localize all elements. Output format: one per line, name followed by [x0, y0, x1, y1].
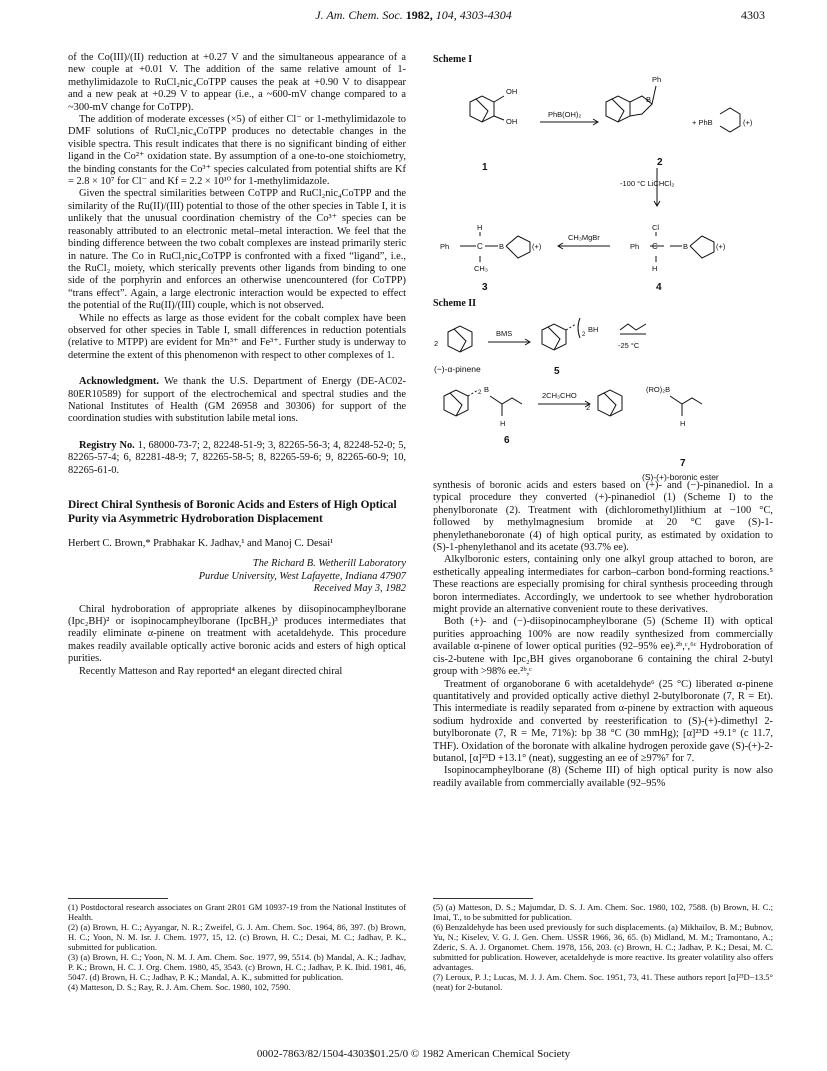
paragraph: Given the spectral similarities between CoTPP and RuCl₂nic₄CoTPP and the similarity of the Ru(II)/(III) potential to those of the other species in Table I, it is unlikely that the unusual coordination chemistry of the Co³⁺ species can be reasonably attributed to an electronic metal–metal interaction. We feel that the binding difference between the two cobalt complexes are instead primarily steric in nature. The Co in RuCl₂nic₄CoTPP is confronted with a fixed “ligand”, i.e., the RuCl₂ moiety, which sterically prevents other ligands from binding to one side of the porphyrin and enforces an otherwise unencountered (for CoTPP) “trans effect”. Again, a large electronic interaction would be expected to effect the potential of the Ru(II)/(III) couple, which is not observed.	[68, 188, 406, 312]
h-label: H	[652, 264, 658, 273]
h-label: H	[680, 419, 686, 428]
oh-label: OH	[506, 87, 518, 96]
stoich-label: 2	[434, 339, 439, 348]
scheme-2-label: Scheme II	[433, 298, 477, 309]
pinene-ring	[448, 326, 472, 352]
right-column	[433, 480, 773, 790]
article-authors: Herbert C. Brown,* Prabhakar K. Jadhav,¹ and Manoj C. Desai¹	[68, 538, 334, 549]
paragraph: The addition of moderate excesses (×5) of either Cl⁻ or 1-methylimidazole to DMF solutions of RuCl₂nic₄CoTPP produces no detectable changes in the visible spectra. This result indicates that there is no significant binding of either ligand in the Co²⁺ oxidation state. By assumption of a one-to-one stoichiometry, the binding constants for the Co³⁺ species calculated from potential shifts are Kf = 2.8 × 10⁷ for Cl⁻ and Kf = 2.2 × 10¹⁰ for 1-methylimidazole.	[68, 114, 406, 188]
footnote: (6) Benzaldehyde has been used previously for such displacements. (a) Mikhailov, B. M.; Bubnov, Yu, N.; Kiselev, V. G. J. Gen. Chem. USSR 1966, 36, 65. (b) Midland, M. M.; Tramontano, A.; Zderic, S. A. J. Organomet. Chem. 1978, 156, 203. (c) Brown, H. C.; Jadhav, P. K.; Desai, M. C. submitted for publication. However, acetaldehyde is more reactive. Its greater volatility also offers advantages.	[433, 922, 773, 972]
b-label: B	[499, 242, 505, 251]
h-label: H	[477, 223, 483, 232]
compound-number: 2	[657, 157, 663, 168]
scheme-2-diagram	[430, 308, 775, 483]
paragraph: Isopinocampheylborane (8) (Scheme III) of high optical purity is now also readily available from commercially available (92–95%	[433, 765, 773, 789]
scheme-1-label: Scheme I	[433, 54, 473, 65]
footnote: (1) Postdoctoral research associates on Grant 2R01 GM 10937-19 from the National Institutes of Health.	[68, 902, 406, 922]
chirality-label: (+)	[743, 118, 753, 127]
compound-number: 6	[504, 435, 510, 446]
svg-text:C: C	[477, 242, 483, 251]
footnote: (2) (a) Brown, H. C.; Ayyangar, N. R.; Zweifel, G. J. Am. Chem. Soc. 1964, 86, 397. (b) Brown, H. C.; Yoon, N. M. Isr. J. Chem. 1977, 15, 12. (c) Brown, H. C.; Desai, M. C.; Jadhav, P. K., submitted for publication.	[68, 922, 406, 952]
paragraph: Recently Matteson and Ray reported⁴ an elegant directed chiral	[79, 665, 343, 677]
condition-label: -100 °C LiCHCl₂	[620, 179, 675, 188]
footnote: (7) Leroux, P. J.; Lucas, M. J. J. Am. Chem. Soc. 1951, 73, 41. These authors report [α]²³D−13.5° (neat) for 2-butanol.	[433, 972, 773, 992]
b-label: B	[484, 385, 490, 394]
b-label: B	[646, 95, 652, 104]
compound-number: 4	[656, 282, 662, 293]
butyl-chain	[670, 396, 702, 404]
ph-label: Ph	[652, 75, 662, 84]
oh-bond	[494, 116, 504, 120]
reagent-phenylboronic: PhB(OH)₂	[548, 110, 582, 119]
pinene-label: (−)-α-pinene	[434, 364, 481, 374]
b-label: B	[683, 242, 689, 251]
compound-number: 1	[482, 162, 488, 173]
chirality-label: (+)	[532, 242, 542, 251]
butene	[620, 324, 646, 330]
paragraph: synthesis of boronic acids and esters based on (+)- and (−)-pinanediol. In a typical procedure they converted (+)-pinanediol (1) (Scheme I) to the phenylboronate (2). Treatment with (dichloromethyl)lithium at −100 °C, followed by methylmagnesium bromide at 20 °C gave (S)-1-phenylethaneboronate (4) of high optical purity, as estimated by oxidation to (S)-1-phenylethanol and its acetate (93.7% ee).	[433, 480, 773, 554]
scheme-1-diagram	[430, 68, 775, 303]
ipc-ring	[542, 324, 566, 350]
ch3-label: CH₃	[474, 264, 488, 273]
rob-label: (RO)₂B	[646, 385, 671, 394]
paragraph: Alkylboronic esters, containing only one alkyl group attached to boron, are esthetically appealing intermediates for carbon–carbon bond-forming reactions.⁵ These reactions are especially promising for chiral synthesis proceeding through boron intermediates. Accordingly, we undertook to see whether hydroboration might provide an alternative convenient route to these derivatives.	[433, 554, 773, 616]
paragraph: of the Co(III)/(II) reduction at +0.27 V and the simultaneous appearance of a new couple at +0.01 V. The addition of the same relative amount of 1-methylimidazole to RuCl₂nic₄CoTPP causes the peak at +0.90 V to disappear and a new peak at +0.29 V to appear (i.e., a ~600-mV change compared to a ~300-mV change for CoTPP).	[68, 52, 406, 113]
pinene-ring	[598, 390, 622, 416]
cl-label: Cl	[652, 223, 660, 232]
stoich-label: 2	[586, 403, 591, 412]
reagent-bms: BMS	[496, 329, 513, 338]
pinane-ring	[470, 96, 494, 122]
reagent-grignard: CH₃MgBr	[568, 233, 600, 242]
ph-label: Ph	[630, 242, 640, 251]
svg-text:C: C	[652, 242, 658, 251]
page-number: 4303	[741, 8, 765, 22]
ph-label: Ph	[440, 242, 450, 251]
left-column	[68, 52, 406, 678]
h-label: H	[500, 419, 506, 428]
footnotes-right	[433, 902, 773, 992]
ipc-ring	[444, 390, 468, 416]
stoich-label: 2	[478, 390, 482, 396]
page-footer: 0002-7863/82/1504-4303$01.25/0 © 1982 American Chemical Society	[256, 1048, 571, 1060]
compound-number: 5	[554, 366, 560, 377]
reagent-aldehyde: 2CH₃CHO	[542, 391, 577, 400]
oh-label: OH	[506, 117, 518, 126]
compound-number: 3	[482, 282, 488, 293]
temp-label: -25 °C	[618, 341, 640, 350]
acknowledgment: Acknowledgment. We thank the U.S. Department of Energy (DE-AC02-80ER10589) for support of the electrochemical and spectral studies and the National Institutes of Health (GM 26958 and 30306) for support of the coordination studies with substitution labile metal ions.	[68, 376, 406, 425]
article-title: Direct Chiral Synthesis of Boronic Acids and Esters of High Optical Purity via Asymmetric Hydroboration Displacement	[68, 499, 397, 525]
affiliation-lab: The Richard B. Wetherill Laboratory	[252, 558, 406, 570]
stoich-label: 2	[582, 332, 586, 338]
bh-label: BH	[588, 325, 599, 334]
b-ph-bond	[652, 86, 656, 104]
paragraph: Treatment of organoborane 6 with acetaldehyde⁶ (25 °C) liberated α-pinene quantitatively and provided optically active diethyl 2-butylboronate (7, R = Et). This intermediate is readily separated from α-pinene by extraction with aqueous sodium hydroxide and converted by reesterification to (S)-(+)-dimethyl 2-butylboronate (7, R = Me, 71%): bp 38 °C (30 mmHg); [α]²³D +9.1° (c 11.7, THF). Oxidation of the boronate with alkaline hydrogen peroxide gave (S)-(+)-2-butanol, [α]²³D +13.1° (neat), suggesting an ee of ≥97%⁷ for 7.	[433, 678, 773, 764]
bridge-bond	[476, 99, 488, 122]
received-date: Received May 3, 1982	[313, 583, 406, 595]
footnote: (5) (a) Matteson, D. S.; Majumdar, D. S. J. Am. Chem. Soc. 1980, 102, 7588. (b) Brown, H. C.; Imai, T., to be submitted for publication.	[433, 902, 773, 922]
registry-numbers: Registry No. 1, 68000-73-7; 2, 82248-51-9; 3, 82265-56-3; 4, 82248-52-0; 5, 82265-57-4; 6, 82281-48-9; 7, 82265-58-5; 8, 82265-59-6; 9, 82265-60-9; 10, 82265-61-0.	[68, 439, 406, 476]
footnote: (3) (a) Brown, H. C.; Yoon, N. M. J. Am. Chem. Soc. 1977, 99, 5514. (b) Mandal, A. K.; Jadhav, P. K.; Brown, H. C. J. Org. Chem. 1980, 45, 3543. (c) Brown, H. C.; Jadhav, P. K. Ibid. 1981, 46, 5047. (d) Brown, H. C.; Jadhav, P. K.; Mandal, A. K., submitted for publication.	[68, 952, 406, 982]
butyl-chain	[490, 396, 522, 404]
paragraph: Both (+)- and (−)-diisopinocampheylborane (5) (Scheme II) with optical purities approaching 100% are now readily synthesized from commercially available α-pinene of lower optical purities (92–95% ee).²ᵇ,ᶜ,⁶ᶜ Hydroboration of cis-2-butene with Ipc₂BH gives organoborane 6 containing the chiral 2-butyl group with >98% ee.²ᵇ,ᶜ	[433, 616, 773, 678]
journal-citation: J. Am. Chem. Soc. 1982, 104, 4303-4304	[315, 8, 512, 22]
affiliation-university: Purdue University, West Lafayette, Indiana 47907	[198, 570, 406, 582]
footnote-rule	[68, 898, 168, 899]
page-header	[0, 8, 827, 26]
paragraph: Chiral hydroboration of appropriate alkenes by diisopinocampheylborane (Ipc₂BH)² or isopinocampheylborane (IpcBH₂)³ produces intermediates that readily eliminate α-pinene on treatment with acetaldehyde. This procedure makes readily available optically active boronic acids and esters of high optical purities.	[68, 603, 406, 665]
boronic-label: (S)-(+)-boronic ester	[642, 472, 719, 482]
footnote-rule	[433, 898, 533, 899]
compound-number: 7	[680, 458, 686, 469]
footnotes-left	[68, 902, 406, 992]
footnote: (4) Matteson, D. S.; Ray, R. J. Am. Chem. Soc. 1980, 102, 7590.	[68, 982, 291, 992]
chirality-label: (+)	[716, 242, 726, 251]
oh-bond	[494, 96, 504, 102]
paragraph: While no effects as large as those evident for the cobalt complex have been observed for other species in Table I, small differences in reduction potentials (relative to MTPP) are evident for Mn³⁺ and Fe³⁺. Further study is underway to determine the extent of this phenomenon with respect to other complexes of 1.	[68, 312, 406, 361]
pinane-ring	[606, 96, 630, 122]
phb-label: + PhB	[692, 118, 713, 127]
